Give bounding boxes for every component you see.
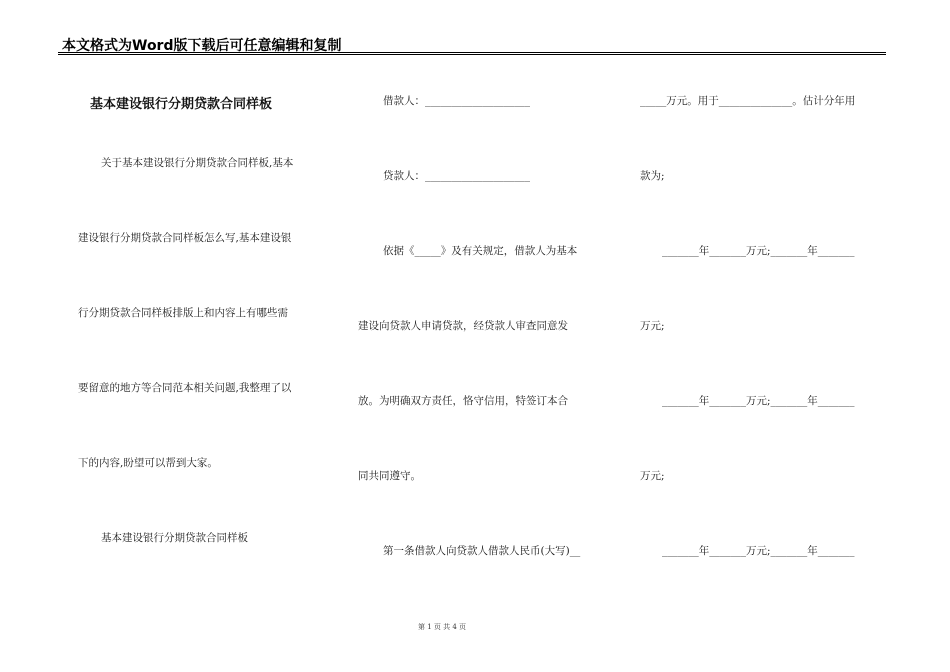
col1-line: 基本建设银行分期贷款合同样板 [101, 532, 248, 544]
col1-line: 行分期贷款合同样板排版上和内容上有哪些需 [78, 307, 288, 319]
col3-line: _____万元。用于______________。估计分年用 [640, 95, 856, 107]
col2-line: 第一条借款人向贷款人借款人民币(大写)__ [383, 545, 581, 557]
col1-line: 关于基本建设银行分期贷款合同样板,基本 [101, 157, 294, 169]
col1-line: 建设银行分期贷款合同样板怎么写,基本建设银 [78, 232, 292, 244]
col3-line: 万元; [640, 470, 665, 482]
col1-line: 下的内容,盼望可以帮到大家。 [78, 457, 218, 469]
col1-line: 要留意的地方等合同范本相关问题,我整理了以 [78, 382, 292, 394]
col3-line: 万元; [640, 320, 665, 332]
col3-line: _______年_______万元;_______年_______ [662, 395, 855, 407]
document-title: 基本建设银行分期贷款合同样板 [90, 97, 273, 112]
col3-line: _______年_______万元;_______年_______ [662, 545, 855, 557]
col2-line: 借款人：____________________ [383, 95, 530, 107]
col2-line: 同共同遵守。 [358, 470, 421, 482]
col2-line: 放。为明确双方责任，恪守信用，特签订本合 [358, 395, 568, 407]
document-header: 本文格式为Word版下载后可任意编辑和复制 [62, 38, 342, 54]
col2-line: 依据《_____》及有关规定，借款人为基本 [383, 245, 578, 257]
header-rule [58, 52, 886, 55]
page-number: 第 1 页 共 4 页 [417, 623, 467, 631]
col2-line: 贷款人：____________________ [383, 170, 530, 182]
col3-line: 款为; [640, 170, 665, 182]
col3-line: _______年_______万元;_______年_______ [662, 245, 855, 257]
col2-line: 建设向贷款人申请贷款，经贷款人审查同意发 [358, 320, 568, 332]
